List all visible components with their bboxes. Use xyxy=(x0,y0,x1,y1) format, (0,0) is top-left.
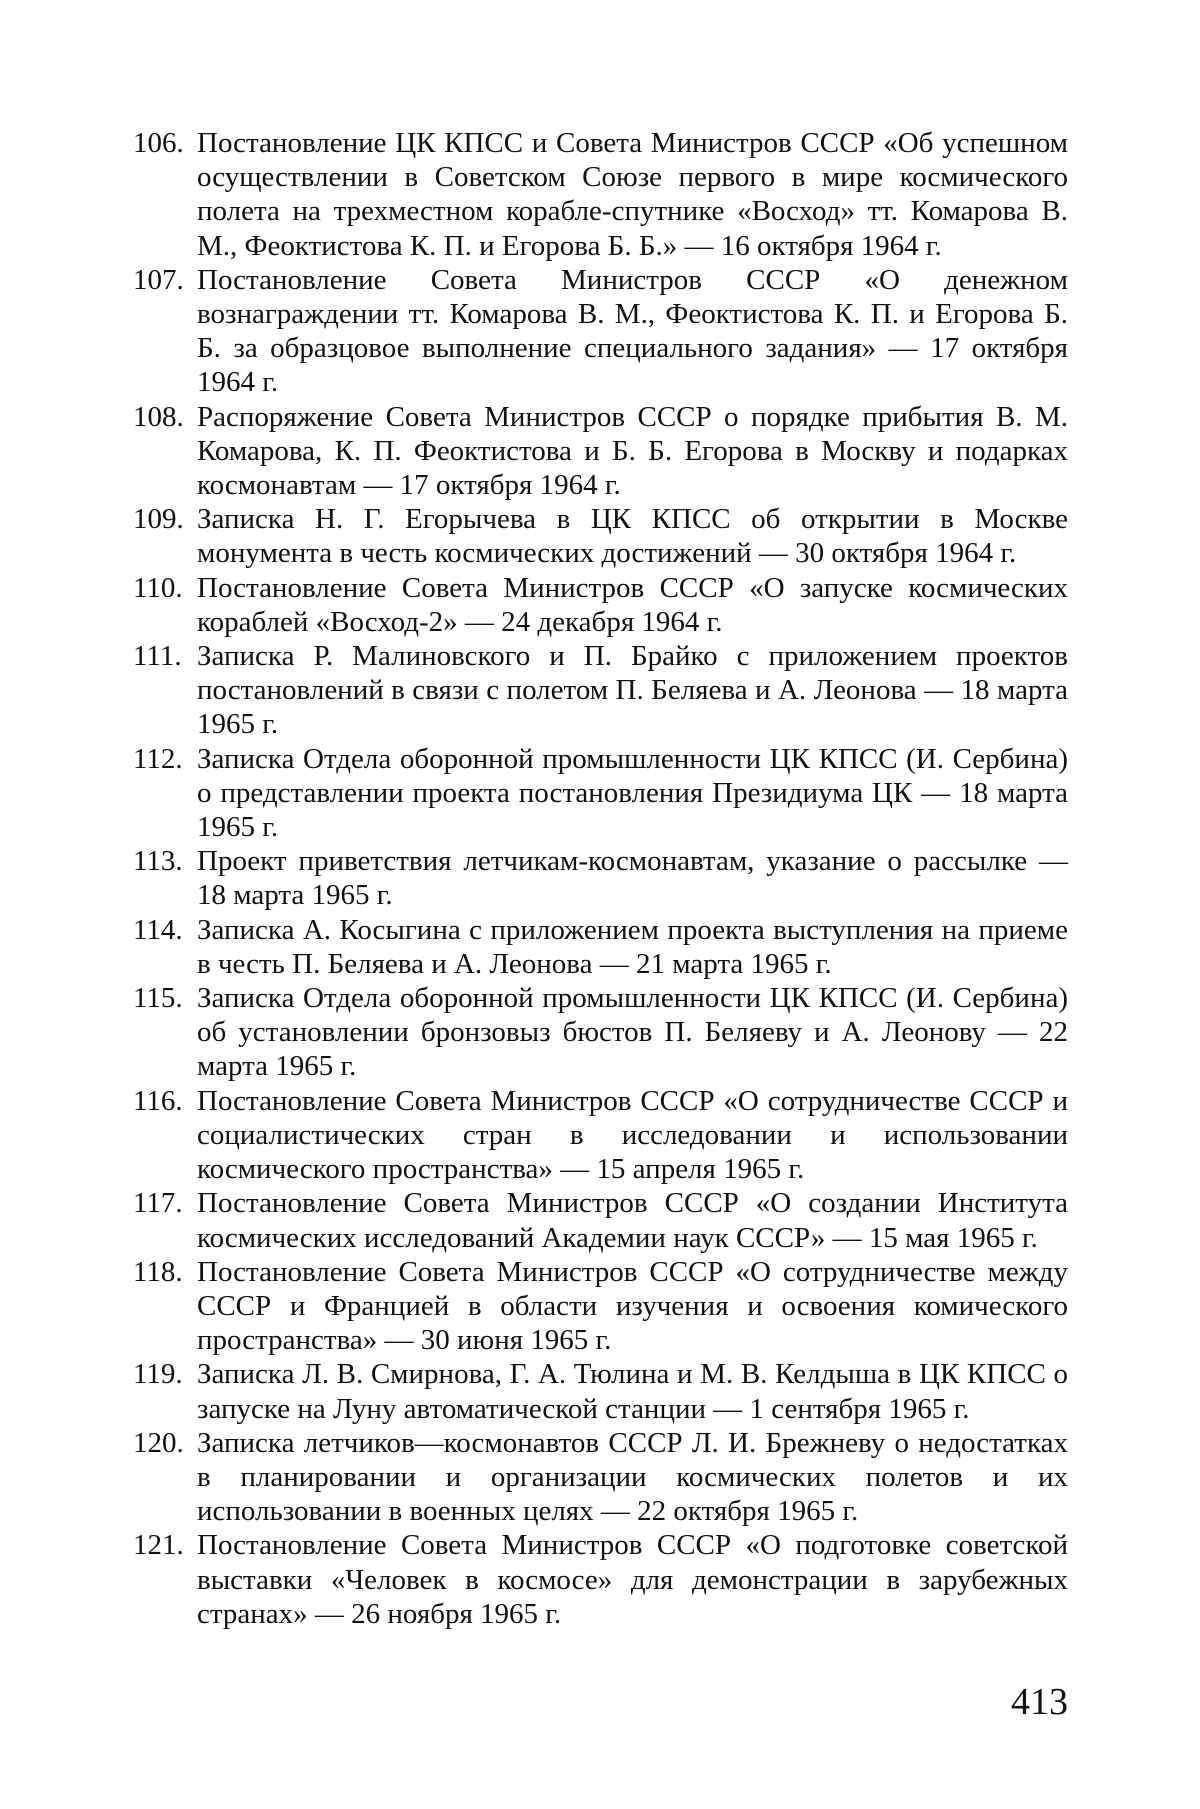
entry-number: 115. xyxy=(133,982,183,1015)
entry-text: Записка Отдела оборонной промышленности ЦК КПСС (И. Сербина) об установлении бронзовыз бюстов П. Беляеву и А. Леонову — 22 марта 1965 г. xyxy=(197,982,1068,1083)
list-item xyxy=(133,400,1068,503)
list-item xyxy=(133,844,1068,912)
entry-text: Постановление Совета Министров СССР «О запуске космических кораблей «Восход-2» — 24 декабря 1964 г. xyxy=(197,571,1068,638)
list-item xyxy=(133,913,1068,981)
list-item xyxy=(133,1357,1068,1425)
list-item xyxy=(133,1528,1068,1631)
entry-text: Записка летчиков—космонавтов СССР Л. И. Брежневу о недостатках в планировании и организации космических полетов и их использовании в военных целях — 22 октября 1965 г. xyxy=(197,1426,1068,1528)
entry-text: Записка Л. В. Смирнова, Г. А. Тюлина и М. В. Келдыша в ЦК КПСС о запуске на Луну автоматической станции — 1 сентября 1965 г. xyxy=(197,1358,1068,1425)
list-item xyxy=(133,502,1068,570)
entry-number: 118. xyxy=(133,1255,183,1288)
entry-text: Записка Р. Малиновского и П. Брайко с приложением проектов постановлений в связи с полетом П. Беляева и А. Леонова — 18 марта 1965 г. xyxy=(197,640,1068,741)
entry-number: 120. xyxy=(133,1426,184,1459)
entry-text: Постановление Совета Министров СССР «О создании Института космических исследований Академии наук СССР» — 15 мая 1965 г. xyxy=(197,1187,1068,1254)
entry-number: 116. xyxy=(133,1084,183,1117)
list-item xyxy=(133,981,1068,1084)
entry-text: Постановление Совета Министров СССР «О подготовке советской выставки «Человек в космосе» для демонстрации в зарубежных странах» — 26 ноября 1965 г. xyxy=(197,1529,1068,1630)
entry-text: Записка А. Косыгина с приложением проекта выступления на приеме в честь П. Беляева и А. Леонова — 21 марта 1965 г. xyxy=(197,913,1068,980)
entry-text: Постановление Совета Министров СССР «О денежном вознаграждении тт. Комарова В. М., Феоктистова К. П. и Егорова Б. Б. за образцовое выполнение специального задания» — 17 октября 1964 г. xyxy=(197,263,1068,399)
list-item xyxy=(133,1255,1068,1358)
entry-text: Постановление Совета Министров СССР «О сотрудничестве СССР и социалистических стран в исследовании и использовании космического пространства» — 15 апреля 1965 г. xyxy=(197,1084,1068,1186)
entry-number: 111. xyxy=(133,640,182,673)
entry-number: 114. xyxy=(133,913,183,946)
entry-number: 119. xyxy=(133,1358,183,1391)
list-item xyxy=(133,1186,1068,1254)
list-item xyxy=(133,1426,1068,1529)
list-item xyxy=(133,1084,1068,1187)
entry-text: Распоряжение Совета Министров СССР о порядке прибытия В. М. Комарова, К. П. Феоктистова и Б. Б. Егорова в Москву и подарках космонавтам — 17 октября 1964 г. xyxy=(197,400,1068,502)
document-list xyxy=(133,126,1068,1631)
entry-number: 112. xyxy=(133,742,183,775)
entry-number: 121. xyxy=(133,1529,184,1562)
entry-text: Записка Н. Г. Егорычева в ЦК КПСС об открытии в Москве монумента в честь космических достижений — 30 октября 1964 г. xyxy=(197,503,1068,570)
list-item xyxy=(133,126,1068,263)
entry-number: 109. xyxy=(133,503,184,536)
entry-text: Постановление ЦК КПСС и Совета Министров СССР «Об успешном осуществлении в Советском Союзе первого в мире космического полета на трехместном корабле-спутнике «Восход» тт. Комарова В. М., Феоктистова К. П. и Егорова Б. Б.» — 16 октября 1964 г. xyxy=(197,127,1068,262)
list-item xyxy=(133,571,1068,639)
entry-number: 113. xyxy=(133,845,183,878)
entry-number: 110. xyxy=(133,571,183,604)
entry-text: Проект приветствия летчикам-космонавтам, указание о рассылке — 18 марта 1965 г. xyxy=(197,845,1068,912)
page-number: 413 xyxy=(1011,1681,1068,1723)
list-item xyxy=(133,639,1068,742)
entry-number: 106. xyxy=(133,127,184,159)
entry-text: Записка Отдела оборонной промышленности ЦК КПСС (И. Сербина) о представлении проекта постановления Президиума ЦК — 18 марта 1965 г. xyxy=(197,742,1068,844)
list-item xyxy=(133,263,1068,400)
entry-number: 117. xyxy=(133,1187,183,1220)
entry-number: 108. xyxy=(133,400,184,433)
entry-number: 107. xyxy=(133,263,184,296)
entry-text: Постановление Совета Министров СССР «О сотрудничестве между СССР и Францией в области изучения и освоения комического пространства» — 30 июня 1965 г. xyxy=(197,1255,1068,1357)
list-item xyxy=(133,742,1068,845)
